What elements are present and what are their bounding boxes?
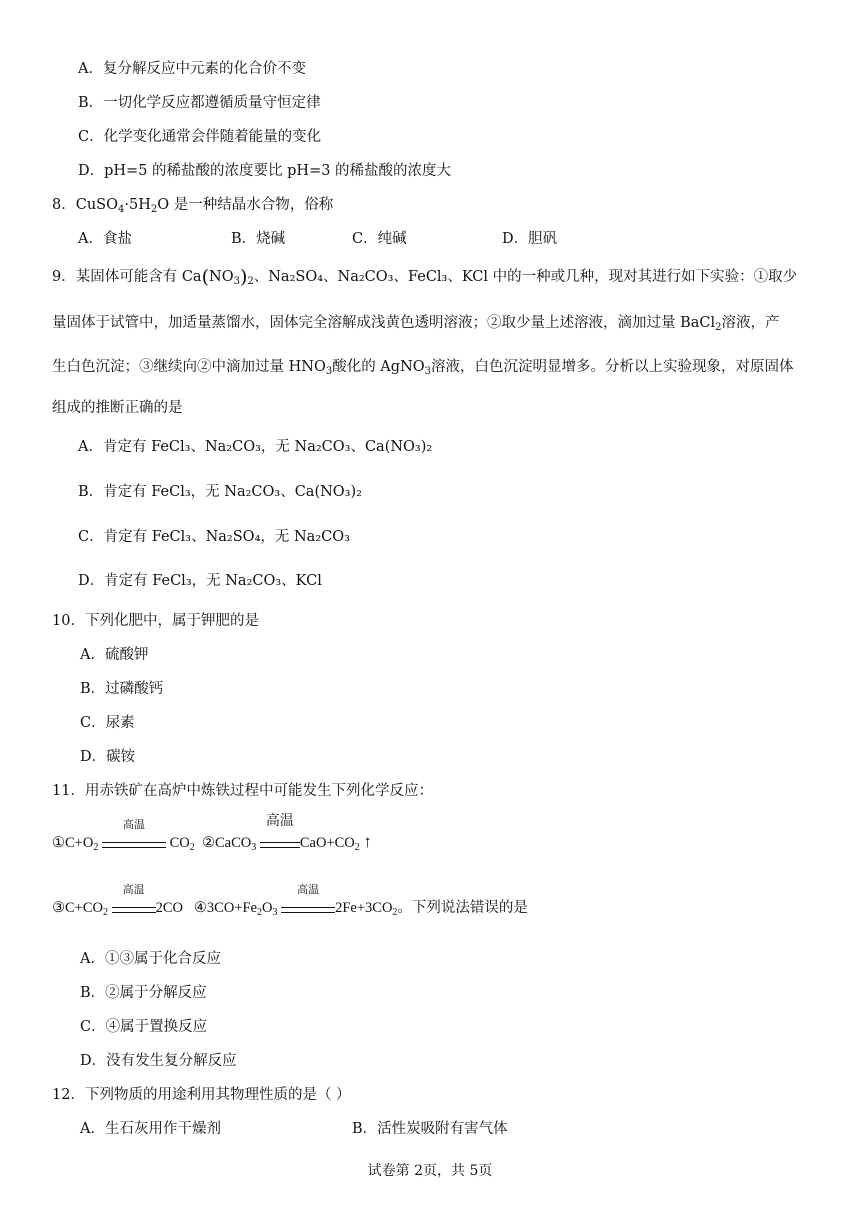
q11-reactions-1-2: $①C+O_2$ 高温 $CO_2$ ②CaCO$_3$ 高温 $CaO+CO_2$ ↑ <box>52 814 372 853</box>
reaction-arrow: 高温 <box>260 833 300 853</box>
q8-option-b: B．烧碱 <box>231 231 286 247</box>
q7-option-c: C．化学变化通常会伴随着能量的变化 <box>78 129 322 145</box>
q9-stem-line4: 组成的推断正确的是 <box>52 400 183 416</box>
q10-option-a: A．硫酸钾 <box>80 647 149 663</box>
reaction-arrow: 高温 <box>102 833 166 853</box>
page-footer: 试卷第 2页，共 5页 <box>367 1163 493 1179</box>
q11-option-b: B．②属于分解反应 <box>80 985 207 1001</box>
q9-stem-line1: 9．某固体可能含有 $Ca(NO_3)_2$、Na₂SO₄、Na₂CO₃、FeCl₃、KCl 中的一种或几种，现对其进行如下实验：①取少 <box>52 266 798 288</box>
q7-option-b: B．一切化学反应都遵循质量守恒定律 <box>78 95 321 111</box>
q7-option-a: A．复分解反应中元素的化合价不变 <box>78 61 306 77</box>
q9-stem-line3: 生白色沉淀；③继续向②中滴加过量 $HNO_3$酸化的 AgNO$_3$溶液，白色沉淀明显增多。分析以上实验现象，对原固体 <box>52 359 794 377</box>
q7-option-d: D．pH=5 的稀盐酸的浓度要比 pH=3 的稀盐酸的浓度大 <box>78 163 452 179</box>
q9-option-c: C．肯定有 FeCl₃、Na₂SO₄，无 Na₂CO₃ <box>78 529 350 545</box>
q10-option-c: C．尿素 <box>80 715 135 731</box>
q10-option-d: D．碳铵 <box>80 749 136 765</box>
q11-option-a: A．①③属于化合反应 <box>80 951 221 967</box>
q9-option-b: B．肯定有 FeCl₃，无 Na₂CO₃、Ca(NO₃)₂ <box>78 484 362 500</box>
q11-reactions-3-4: $③C+CO_2$ 高温 2CO $④3CO+Fe_2O_3$ 高温 $2Fe+3CO_2$。下列说法错误的是 <box>52 884 528 918</box>
q8-option-a: A．食盐 <box>78 231 132 247</box>
q12-option-b: B．活性炭吸附有害气体 <box>352 1121 508 1137</box>
q9-option-a: A．肯定有 FeCl₃、Na₂CO₃，无 Na₂CO₃、Ca(NO₃)₂ <box>78 439 433 455</box>
q8-option-d: D．胆矾 <box>502 231 558 247</box>
reaction-arrow: 高温 <box>281 898 335 918</box>
q10-option-b: B．过磷酸钙 <box>80 681 164 697</box>
gas-up-arrow-icon: ↑ <box>363 832 372 851</box>
q11-option-c: C．④属于置换反应 <box>80 1019 208 1035</box>
reaction-arrow: 高温 <box>112 898 156 918</box>
q12-option-a: A．生石灰用作干燥剂 <box>80 1121 221 1137</box>
q9-stem-line2: 量固体于试管中，加适量蒸馏水，固体完全溶解成浅黄色透明溶液；②取少量上述溶液，滴加过量 BaCl$_2$溶液，产 <box>52 315 780 333</box>
q8-stem: 8．$CuSO_4\cdot 5H_2O$ 是一种结晶水合物，俗称 <box>52 197 334 215</box>
q11-option-d: D．没有发生复分解反应 <box>80 1053 237 1069</box>
q8-option-c: C．纯碱 <box>352 231 407 247</box>
q11-stem: 11．用赤铁矿在高炉中炼铁过程中可能发生下列化学反应： <box>52 783 433 799</box>
q10-stem: 10．下列化肥中，属于钾肥的是 <box>52 613 259 629</box>
q12-stem: 12．下列物质的用途利用其物理性质的是（ ） <box>52 1087 351 1103</box>
q9-option-d: D．肯定有 FeCl₃，无 Na₂CO₃、KCl <box>78 573 322 589</box>
